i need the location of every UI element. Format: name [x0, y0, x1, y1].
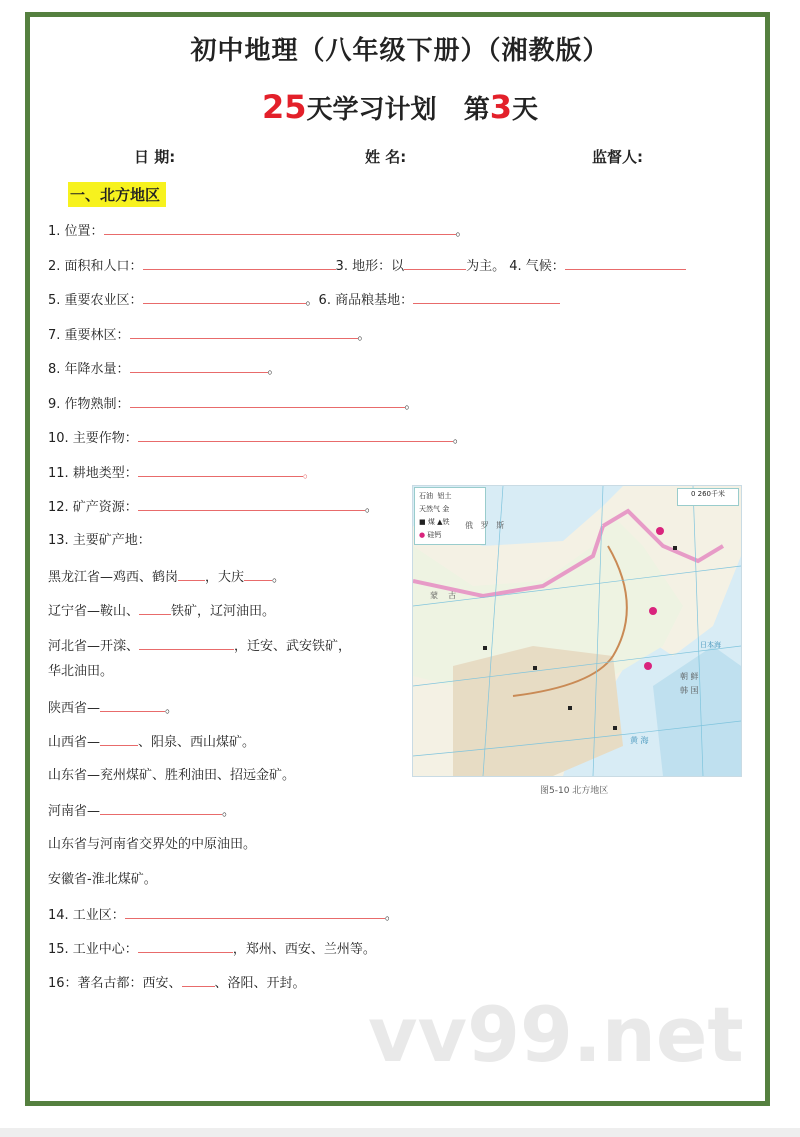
text: 5. 重要农业区：	[48, 293, 143, 308]
map-caption: 图5-10 北方地区	[540, 786, 609, 796]
current-day: 3	[489, 88, 512, 126]
text: ，迁安、武安铁矿，	[234, 639, 352, 654]
answer-blank[interactable]	[138, 463, 303, 477]
text: 山东省与河南省交界处的中原油田。	[48, 837, 257, 852]
answer-blank[interactable]	[100, 698, 165, 712]
legend-gas: 天然气	[419, 505, 440, 513]
text: 14. 工业区：	[48, 908, 125, 923]
hebei-line	[48, 636, 351, 656]
text: 。	[357, 328, 371, 343]
text: 朝	[680, 672, 688, 681]
question-14	[48, 905, 398, 925]
text: ，郑州、西安、兰州等。	[232, 942, 376, 957]
text: 蒙	[430, 591, 438, 600]
text: 。	[302, 466, 316, 481]
shanxi-line	[48, 732, 255, 752]
legend-iron: 铁	[442, 518, 450, 526]
total-days: 25	[262, 88, 307, 126]
study-plan-subtitle	[0, 88, 800, 126]
legend-gold: 金	[442, 505, 450, 513]
text: 河南省—	[48, 804, 101, 819]
zhongyuan-line	[48, 836, 256, 854]
text: 、洛阳、开封。	[214, 976, 306, 991]
text: 2. 面积和人口：	[48, 259, 143, 274]
question-7	[48, 325, 371, 345]
text: 。	[267, 362, 281, 377]
watermark: vv99.net	[368, 990, 744, 1079]
map-labels	[465, 520, 504, 531]
answer-blank[interactable]	[565, 256, 686, 270]
text: 古	[448, 591, 457, 600]
answer-blank[interactable]	[138, 939, 233, 953]
answer-blank[interactable]	[100, 801, 222, 815]
heilongjiang-line	[48, 567, 285, 587]
question-5-6	[48, 290, 560, 310]
question-2-4	[48, 256, 686, 276]
answer-blank[interactable]	[178, 567, 205, 581]
text: ，大庆	[205, 570, 245, 585]
text: 7. 重要林区：	[48, 328, 130, 343]
text: 。	[165, 701, 179, 716]
anhui-line	[48, 871, 157, 889]
text: 。	[364, 500, 378, 515]
liaoning-line	[48, 601, 275, 621]
text: 3. 地形：以	[335, 259, 405, 274]
answer-blank[interactable]	[138, 428, 453, 442]
henan-line	[48, 801, 235, 821]
answer-blank[interactable]	[244, 567, 272, 581]
answer-blank[interactable]	[143, 256, 336, 270]
text: 9. 作物熟制：	[48, 397, 130, 412]
question-12	[48, 497, 378, 517]
text: 陕西省—	[48, 701, 101, 716]
text: 国	[690, 686, 699, 695]
shaanxi-line	[48, 698, 178, 718]
text: 海	[640, 736, 649, 745]
map-label-korea	[680, 670, 700, 698]
text: 山东省—兖州煤矿、胜利油田、招远金矿。	[48, 768, 296, 783]
worksheet-title: 初中地理（八年级下册）（湘教版）	[190, 36, 610, 66]
text: 。	[455, 224, 469, 239]
date-label: 日 期:	[134, 148, 176, 166]
answer-blank[interactable]	[139, 636, 234, 650]
answer-blank[interactable]	[138, 497, 365, 511]
answer-blank[interactable]	[130, 325, 358, 339]
map-label-yellow-sea	[630, 735, 649, 746]
question-10	[48, 428, 466, 448]
text: 华北油田。	[48, 664, 114, 679]
text: 。	[452, 431, 466, 446]
shandong-line	[48, 767, 295, 785]
text: 罗	[480, 521, 489, 530]
text: 16：著名古都：西安、	[48, 976, 182, 991]
answer-blank[interactable]	[100, 732, 138, 746]
subtitle-text: 天学习计划	[306, 95, 437, 125]
answer-blank[interactable]	[143, 290, 306, 304]
answer-blank[interactable]	[139, 601, 171, 615]
text: 河北省—开滦、	[48, 639, 140, 654]
answer-blank[interactable]	[130, 394, 405, 408]
legend-oil: 石油	[419, 492, 433, 500]
text: 1. 位置：	[48, 224, 104, 239]
text: 、阳泉、西山煤矿。	[138, 735, 256, 750]
answer-blank[interactable]	[404, 256, 466, 270]
bottom-bar	[0, 1128, 800, 1137]
text: 8. 年降水量：	[48, 362, 130, 377]
text: 11. 耕地类型：	[48, 466, 138, 481]
map-label-mongolia	[430, 590, 456, 601]
question-1	[48, 221, 469, 241]
text: 铁矿，辽河油田。	[171, 604, 276, 619]
map-scale: 0 260千米	[677, 488, 739, 506]
answer-blank[interactable]	[130, 359, 268, 373]
text: 俄	[465, 521, 473, 530]
map-legend: 石油 铝土 天然气 金 ■ 煤 ▲铁 ● 硅钙	[414, 487, 486, 545]
text: 为主。 4. 气候：	[466, 259, 565, 274]
subtitle-day-prefix: 第	[463, 95, 490, 125]
text: 13. 主要矿产地：	[48, 533, 151, 548]
answer-blank[interactable]	[125, 905, 385, 919]
text: 山西省—	[48, 735, 101, 750]
text: 韩	[680, 686, 688, 695]
text: 辽宁省—鞍山、	[48, 604, 140, 619]
text: 安徽省-淮北煤矿。	[48, 872, 157, 887]
supervisor-label: 监督人:	[592, 148, 643, 166]
question-16	[48, 973, 306, 993]
text: 斯	[496, 521, 505, 530]
map-label-sea-of-japan: 日本海	[700, 641, 721, 649]
text: 。	[384, 908, 398, 923]
text: 黄	[630, 736, 638, 745]
text: 。	[222, 804, 236, 819]
text: 。6. 商品粮基地：	[305, 293, 414, 308]
text: 鲜	[690, 672, 699, 681]
legend-bauxite: 铝土	[437, 492, 452, 500]
name-label: 姓 名:	[365, 148, 407, 166]
text: 黑龙江省—鸡西、鹤岗	[48, 570, 179, 585]
text: 12. 矿产资源：	[48, 500, 138, 515]
legend-other: 硅钙	[427, 531, 442, 539]
text: 15. 工业中心：	[48, 942, 138, 957]
text: 。	[404, 397, 418, 412]
answer-blank[interactable]	[413, 290, 560, 304]
question-9	[48, 394, 418, 414]
answer-blank[interactable]	[182, 973, 215, 987]
question-11	[48, 463, 316, 483]
answer-blank[interactable]	[104, 221, 456, 235]
subtitle-day-suffix: 天	[511, 95, 538, 125]
question-8	[48, 359, 281, 379]
question-13	[48, 532, 151, 550]
question-15	[48, 939, 376, 959]
text: 。	[272, 570, 286, 585]
text: 10. 主要作物：	[48, 431, 138, 446]
legend-coal: 煤	[427, 518, 435, 526]
section-heading: 一、北方地区	[68, 182, 166, 207]
hebei-line-2	[48, 663, 113, 681]
